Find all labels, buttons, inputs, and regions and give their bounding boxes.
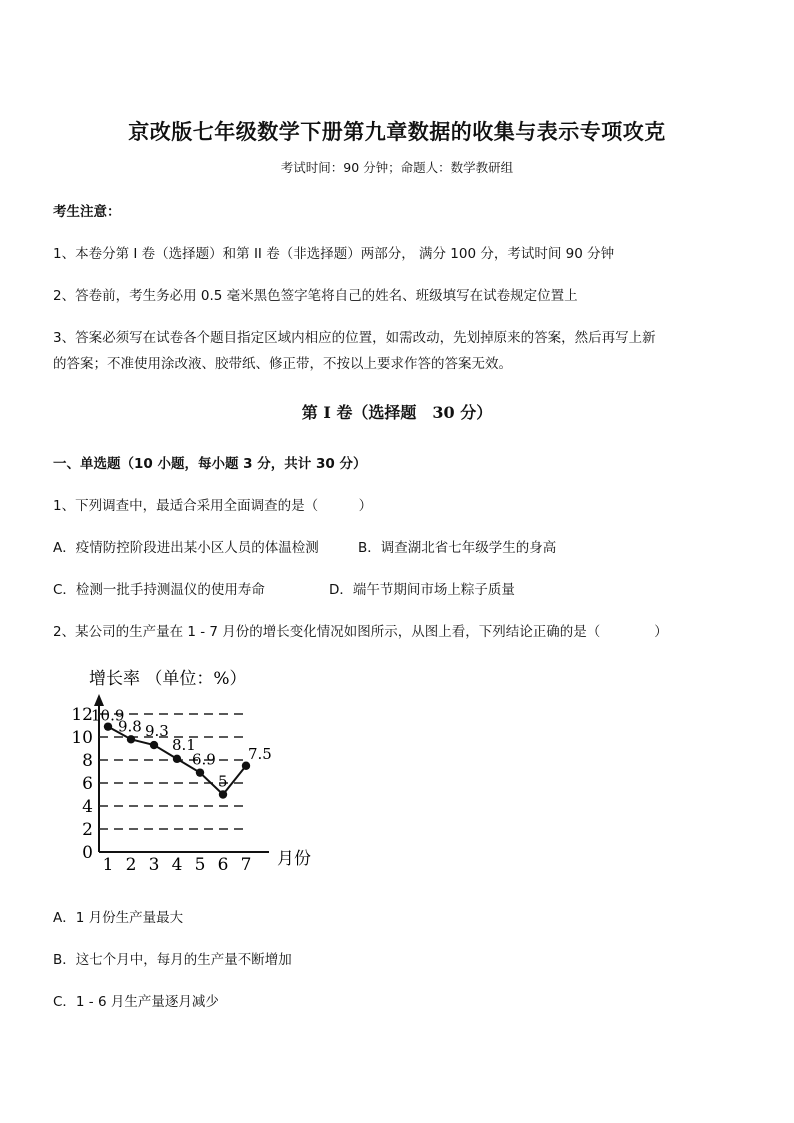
- chart-x-tick-label: 1: [102, 855, 114, 875]
- chart-data-label: 6.9: [192, 750, 216, 769]
- chart-data-label: 7.5: [248, 744, 272, 763]
- question-1-option-c: C．检测一批手持测温仪的使用寿命: [53, 582, 265, 598]
- section-title: 第 I 卷（选择题 30 分）: [301, 403, 493, 422]
- exam-title: 京改版七年级数学下册第九章数据的收集与表示专项攻克: [128, 119, 666, 144]
- notice-item-1: 1、本卷分第 I 卷（选择题）和第 II 卷（非选择题）两部分， 满分 100 分，考试时间 90 分钟: [53, 246, 615, 262]
- chart-data-label: 5: [218, 772, 228, 791]
- chart-data-point: [242, 762, 250, 770]
- part-heading: 一、单选题（10 小题，每小题 3 分，共计 30 分）: [53, 456, 367, 472]
- chart-data-point: [196, 768, 204, 776]
- chart-y-tick-label: 12: [71, 705, 93, 725]
- chart-y-tick-label: 2: [82, 820, 93, 840]
- question-1-stem: 1、下列调查中，最适合采用全面调查的是（ ）: [53, 498, 373, 514]
- chart-data-label: 8.1: [172, 735, 196, 754]
- chart-title: 增长率 （单位：%）: [89, 669, 247, 689]
- question-2-option-c: C．1 - 6 月生产量逐月减少: [53, 994, 219, 1010]
- chart-y-tick-label: 8: [82, 751, 93, 771]
- question-1-option-d: D．端午节期间市场上粽子质量: [329, 582, 515, 598]
- question-1-option-b: B．调查湖北省七年级学生的身高: [358, 540, 557, 556]
- question-1-option-a: A．疫情防控阶段进出某小区人员的体温检测: [53, 540, 319, 556]
- chart-y-tick-label: 10: [71, 728, 93, 748]
- chart-x-tick-label: 2: [125, 855, 137, 875]
- chart-data-label: 9.8: [118, 717, 142, 736]
- notice-item-3-line-1: 3、答案必须写在试卷各个题目指定区域内相应的位置，如需改动，先划掉原来的答案，然后再写上新: [53, 330, 656, 346]
- chart-x-tick-label: 5: [194, 855, 206, 875]
- chart-x-tick-label: 3: [148, 855, 160, 875]
- notice-heading: 考生注意：: [53, 204, 121, 220]
- chart-x-tick-label: 7: [240, 855, 252, 875]
- chart-y-tick-label: 0: [82, 843, 93, 863]
- chart-y-tick-label: 4: [82, 797, 93, 817]
- notice-item-3-line-2: 的答案；不准使用涂改液、胶带纸、修正带，不按以上要求作答的答案无效。: [53, 356, 512, 372]
- chart-y-tick-label: 6: [82, 774, 93, 794]
- growth-rate-chart: [55, 660, 345, 880]
- chart-data-point: [173, 755, 181, 763]
- chart-y-axis-arrow-icon: [94, 694, 104, 706]
- question-2-stem: 2、某公司的生产量在 1 - 7 月份的增长变化情况如图所示，从图上看，下列结论正确的是（ ）: [53, 624, 668, 640]
- chart-x-tick-label: 6: [217, 855, 229, 875]
- chart-x-axis-label: 月份: [277, 849, 311, 869]
- chart-data-label: 10.9: [91, 706, 125, 725]
- notice-item-2: 2、答卷前，考生务必用 0.5 毫米黑色签字笔将自己的姓名、班级填写在试卷规定位置上: [53, 288, 578, 304]
- chart-data-point: [219, 790, 227, 798]
- exam-subtitle: 考试时间：90 分钟；命题人：数学教研组: [280, 160, 514, 175]
- chart-plot-layer: [71, 694, 272, 875]
- chart-x-tick-label: 4: [171, 855, 183, 875]
- growth-rate-chart-svg: [55, 660, 345, 880]
- chart-data-label: 9.3: [145, 722, 169, 741]
- chart-data-point: [127, 735, 135, 743]
- question-2-option-a: A．1 月份生产量最大: [53, 910, 184, 926]
- question-2-option-b: B．这七个月中，每月的生产量不断增加: [53, 952, 292, 968]
- chart-data-point: [150, 741, 158, 749]
